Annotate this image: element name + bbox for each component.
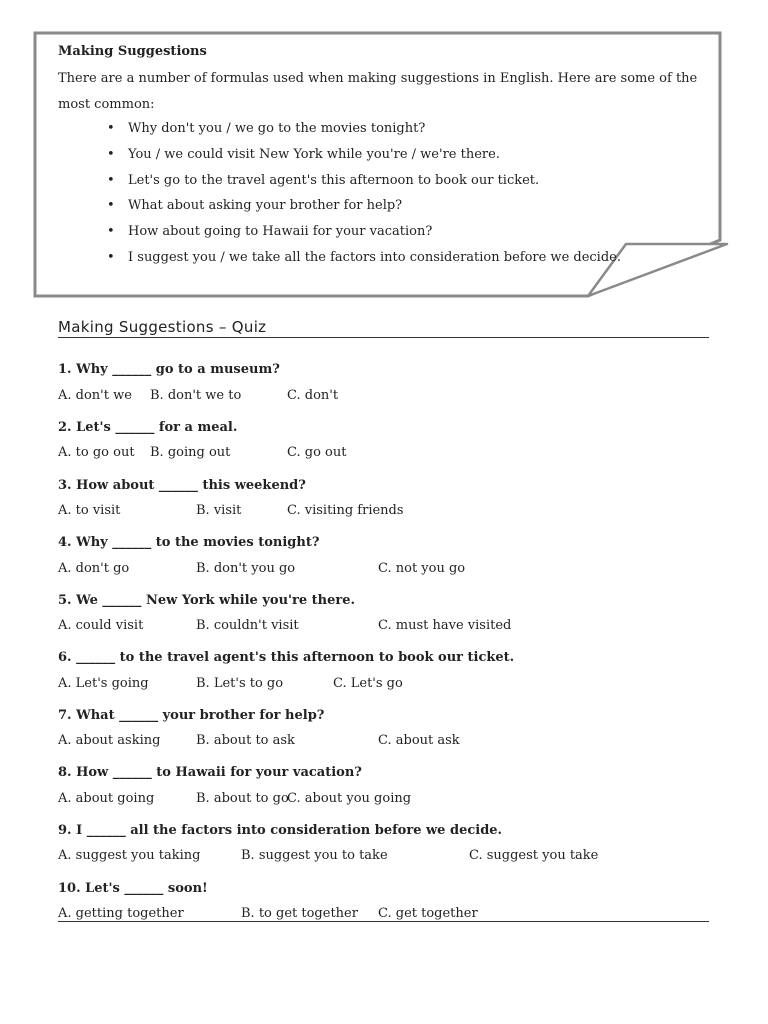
question-6: 6. ______ to the travel agent's this afternoon to book our ticket.	[58, 650, 515, 665]
q9-option-a: A. suggest you taking	[58, 848, 201, 863]
q1-option-c: C. don't	[287, 388, 339, 403]
bottom-divider	[58, 921, 709, 922]
q3-option-a: A. to visit	[58, 503, 121, 518]
q7-option-b: B. about to ask	[196, 733, 295, 748]
bullet-icon: •	[107, 121, 115, 136]
list-item: • What about asking your brother for help?	[107, 193, 621, 219]
question-1: 1. Why ______ go to a museum?	[58, 362, 280, 377]
list-item: • You / we could visit New York while you're / we're there.	[107, 142, 621, 168]
suggestion-formula-list	[107, 116, 621, 271]
q3-option-c: C. visiting friends	[287, 503, 404, 518]
quiz-title: Making Suggestions – Quiz	[58, 318, 709, 338]
question-3: 3. How about ______ this weekend?	[58, 478, 306, 493]
q8-option-a: A. about going	[58, 791, 155, 806]
question-2: 2. Let's ______ for a meal.	[58, 420, 238, 435]
q1-option-a: A. don't we	[58, 388, 132, 403]
q5-option-b: B. couldn't visit	[196, 618, 299, 633]
q10-option-b: B. to get together	[241, 906, 358, 921]
q7-option-c: C. about ask	[378, 733, 460, 748]
q7-option-a: A. about asking	[58, 733, 161, 748]
q9-option-b: B. suggest you to take	[241, 848, 388, 863]
q2-option-a: A. to go out	[58, 445, 135, 460]
info-box-intro: There are a number of formulas used when making suggestions in English. Here are some of the most common:	[58, 71, 698, 112]
q6-option-a: A. Let's going	[58, 676, 149, 691]
list-item: • How about going to Hawaii for your vacation?	[107, 219, 621, 245]
list-item: • I suggest you / we take all the factors into consideration before we decide.	[107, 245, 621, 271]
q6-option-b: B. Let's to go	[196, 676, 284, 691]
q3-option-b: B. visit	[196, 503, 242, 518]
q1-option-b: B. don't we to	[150, 388, 242, 403]
q4-option-a: A. don't go	[58, 561, 130, 576]
question-9: 9. I ______ all the factors into consideration before we decide.	[58, 823, 503, 838]
q10-option-a: A. getting together	[58, 906, 184, 921]
q2-option-c: C. go out	[287, 445, 347, 460]
question-5: 5. We ______ New York while you're there.	[58, 593, 356, 608]
bullet-icon: •	[107, 146, 115, 162]
question-8: 8. How ______ to Hawaii for your vacation?	[58, 765, 362, 780]
q8-option-c: C. about you going	[287, 791, 412, 806]
list-item: • Let's go to the travel agent's this afternoon to book our ticket.	[107, 168, 621, 194]
bullet-icon: •	[107, 172, 115, 188]
q9-option-c: C. suggest you take	[469, 848, 599, 863]
bullet-icon: •	[107, 249, 115, 265]
info-box-title: Making Suggestions	[58, 44, 207, 59]
q5-option-a: A. could visit	[58, 618, 144, 633]
question-7: 7. What ______ your brother for help?	[58, 708, 325, 723]
list-item: • Why don't you / we go to the movies tonight?	[107, 116, 621, 142]
q4-option-b: B. don't you go	[196, 561, 296, 576]
question-10: 10. Let's ______ soon!	[58, 881, 208, 896]
question-4: 4. Why ______ to the movies tonight?	[58, 535, 320, 550]
q2-option-b: B. going out	[150, 445, 231, 460]
q5-option-c: C. must have visited	[378, 618, 512, 633]
q4-option-c: C. not you go	[378, 561, 466, 576]
bullet-icon: •	[107, 198, 115, 214]
q6-option-c: C. Let's go	[333, 676, 403, 691]
q8-option-b: B. about to go	[196, 791, 289, 806]
q10-option-c: C. get together	[378, 906, 478, 921]
bullet-icon: •	[107, 224, 115, 240]
